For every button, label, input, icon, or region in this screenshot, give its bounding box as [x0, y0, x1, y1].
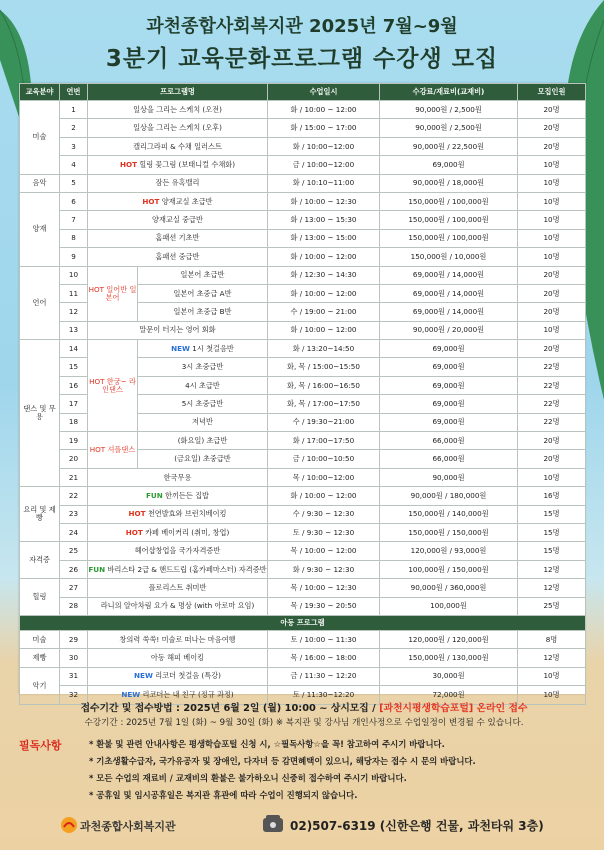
class-time: 토 / 9:30 ~ 12:30: [268, 523, 380, 541]
row-number: 7: [60, 211, 88, 229]
class-capacity: 20명: [518, 101, 586, 119]
program-title: 창의력 쑥쑥! 미술로 떠나는 마음여행: [119, 634, 236, 644]
class-fee: 150,000원 / 100,000원: [380, 229, 518, 247]
class-fee: 69,000원: [380, 395, 518, 413]
section-label: 아동 프로그램: [20, 615, 586, 630]
class-fee: 69,000원: [380, 413, 518, 431]
col-header-number: 연번: [60, 84, 88, 101]
class-fee: 100,000원: [380, 597, 518, 615]
row-number: 19: [60, 432, 88, 450]
program-name: [88, 579, 268, 597]
class-fee: 72,000원: [380, 686, 518, 704]
table-row: [20, 560, 586, 578]
program-title: 5시 초중급반: [181, 398, 224, 408]
registration-info: [19, 700, 589, 716]
table-row: [20, 630, 586, 648]
program-title: 1시 첫걸음반: [192, 343, 234, 353]
class-fee: 120,000원 / 120,000원: [380, 630, 518, 648]
class-time: 화 / 10:00 ~ 12:00: [268, 284, 380, 302]
table-row: [20, 468, 586, 486]
class-fee: 66,000원: [380, 450, 518, 468]
category-cell: 미술: [20, 630, 60, 648]
class-capacity: 8명: [518, 630, 586, 648]
table-row: [20, 579, 586, 597]
class-capacity: 10명: [518, 686, 586, 704]
row-number: 29: [60, 630, 88, 648]
class-fee: 90,000원 / 18,000원: [380, 174, 518, 192]
row-number: 18: [60, 413, 88, 431]
category-cell: 자격증: [20, 542, 60, 579]
program-badge: HOT: [142, 196, 160, 206]
program-badge: NEW: [134, 671, 153, 681]
row-number: 20: [60, 450, 88, 468]
table-row: [20, 192, 586, 210]
table-row: [20, 597, 586, 615]
program-name: [88, 137, 268, 155]
program-title: 잠든 유혹밸리: [155, 178, 200, 188]
class-capacity: 20명: [518, 303, 586, 321]
table-row: [20, 505, 586, 523]
row-number: 8: [60, 229, 88, 247]
class-capacity: 12명: [518, 560, 586, 578]
table-row: [20, 523, 586, 541]
class-time: 화, 목 / 15:00~15:50: [268, 358, 380, 376]
category-cell: 미술: [20, 101, 60, 175]
program-title: 일본어 초중급 B반: [173, 307, 232, 317]
program-badge: HOT: [128, 509, 146, 519]
row-number: 6: [60, 192, 88, 210]
program-name: [88, 505, 268, 523]
program-name: [138, 303, 268, 321]
class-capacity: 20명: [518, 432, 586, 450]
program-name: [88, 101, 268, 119]
class-fee: 69,000원: [380, 156, 518, 174]
row-number: 2: [60, 119, 88, 137]
class-capacity: 10명: [518, 229, 586, 247]
program-name: [138, 395, 268, 413]
category-cell: 음악: [20, 174, 60, 192]
row-number: 25: [60, 542, 88, 560]
program-name: [88, 542, 268, 560]
program-name: [138, 413, 268, 431]
program-name: [88, 487, 268, 505]
table-header-row: [20, 84, 586, 101]
program-name: [88, 597, 268, 615]
class-time: 화 / 10:10~11:00: [268, 174, 380, 192]
row-number: 10: [60, 266, 88, 284]
program-name: [138, 266, 268, 284]
subgroup-cell: HOT 일어반 일본어: [88, 266, 138, 321]
page-title-line1: 과천종합사회복지관 2025년 7월~9월: [146, 16, 458, 37]
table-row: [20, 174, 586, 192]
class-time: 화 / 10:00 ~ 12:30: [268, 192, 380, 210]
class-capacity: 10명: [518, 667, 586, 685]
program-name: [88, 248, 268, 266]
class-time: 목 / 10:00~12:00: [268, 468, 380, 486]
category-cell: 댄스 및 무용: [20, 340, 60, 487]
program-title: 3시 초중급반: [181, 362, 224, 372]
category-cell: 요리 및 제빵: [20, 487, 60, 542]
program-name: [138, 376, 268, 394]
program-table-sheet: [19, 83, 585, 699]
row-number: 3: [60, 137, 88, 155]
program-title: 한국무용: [163, 472, 192, 482]
class-time: 화 / 10:00~12:00: [268, 137, 380, 155]
table-row: [20, 101, 586, 119]
class-fee: 69,000원: [380, 340, 518, 358]
registration-method-highlight: [과천시평생학습포털] 온라인 접수: [379, 703, 528, 714]
program-title: 홈패션 중급반: [155, 251, 200, 261]
program-name: [88, 468, 268, 486]
row-number: 32: [60, 686, 88, 704]
class-fee: 90,000원 / 2,500원: [380, 101, 518, 119]
program-name: [138, 432, 268, 450]
row-number: 1: [60, 101, 88, 119]
table-row: [20, 649, 586, 667]
row-number: 13: [60, 321, 88, 339]
class-fee: 90,000원 / 22,500원: [380, 137, 518, 155]
class-fee: 150,000원 / 100,000원: [380, 211, 518, 229]
notice-title: 필독사항: [19, 739, 62, 752]
category-cell: 양재: [20, 192, 60, 266]
col-header-capacity: 모집인원: [518, 84, 586, 101]
program-name: [138, 450, 268, 468]
row-number: 26: [60, 560, 88, 578]
page-title-line2: 3분기 교육문화프로그램 수강생 모집: [105, 46, 499, 72]
program-badge: HOT: [119, 159, 137, 169]
program-name: [88, 523, 268, 541]
program-name: [88, 321, 268, 339]
program-badge: HOT: [125, 527, 143, 537]
row-number: 23: [60, 505, 88, 523]
row-number: 22: [60, 487, 88, 505]
class-capacity: 10명: [518, 174, 586, 192]
table-row: [20, 119, 586, 137]
class-fee: 69,000원: [380, 376, 518, 394]
program-title: 말문이 터지는 영어 회화: [139, 325, 216, 335]
program-name: [138, 340, 268, 358]
table-row: [20, 667, 586, 685]
program-name: [88, 119, 268, 137]
class-capacity: 10명: [518, 321, 586, 339]
class-capacity: 22명: [518, 358, 586, 376]
class-time: 화 / 9:30 ~ 12:30: [268, 560, 380, 578]
program-title: 리코더는 내 친구 (정규 과정): [142, 689, 234, 699]
class-time: 화 / 15:00 ~ 17:00: [268, 119, 380, 137]
program-title: 카페 베이커리 (취미, 창업): [145, 527, 230, 537]
class-capacity: 20명: [518, 450, 586, 468]
class-fee: 90,000원 / 180,000원: [380, 487, 518, 505]
class-capacity: 12명: [518, 649, 586, 667]
category-cell: 언어: [20, 266, 60, 340]
row-number: 11: [60, 284, 88, 302]
class-fee: 69,000원 / 14,000원: [380, 303, 518, 321]
class-time: 수 / 19:30~21:00: [268, 413, 380, 431]
class-time: 화 / 10:00 ~ 12:00: [268, 101, 380, 119]
class-time: 화 / 13:00 ~ 15:30: [268, 211, 380, 229]
subgroup-cell: HOT 한궁~ 라인댄스: [88, 340, 138, 432]
program-title: 힐링 꽃그림 (보태니컬 수채화): [139, 159, 236, 169]
contact-phone: 02)507-6319 (신한은행 건물, 과천타워 3층): [290, 819, 544, 833]
class-time: 수 / 19:00 ~ 21:00: [268, 303, 380, 321]
class-time: 금 / 10:00~10:50: [268, 450, 380, 468]
class-time: 화 / 13:20~14:50: [268, 340, 380, 358]
program-title: 일상을 그리는 스케치 (오전): [133, 104, 222, 114]
col-header-fee: 수강료/재료비(교재비): [380, 84, 518, 101]
row-number: 31: [60, 667, 88, 685]
class-capacity: 15명: [518, 542, 586, 560]
class-time: 화, 목 / 17:00~17:50: [268, 395, 380, 413]
row-number: 5: [60, 174, 88, 192]
program-title: 일상을 그리는 스케치 (오후): [133, 123, 222, 133]
row-number: 27: [60, 579, 88, 597]
row-number: 4: [60, 156, 88, 174]
program-title: 아동 해피 베이킹: [150, 653, 205, 663]
program-name: [138, 284, 268, 302]
table-row: [20, 137, 586, 155]
class-time: 목 / 10:00 ~ 12:30: [268, 579, 380, 597]
row-number: 28: [60, 597, 88, 615]
row-number: 24: [60, 523, 88, 541]
table-row: [20, 340, 586, 358]
program-title: 바리스타 2급 & 핸드드립 (홈카페마스터) 자격증반: [107, 564, 267, 574]
class-fee: 69,000원 / 14,000원: [380, 284, 518, 302]
table-row: [20, 211, 586, 229]
class-capacity: 22명: [518, 376, 586, 394]
table-row: [20, 432, 586, 450]
table-row: [20, 248, 586, 266]
notice-item: * 환불 및 관련 안내사항은 평생학습포털 신청 시, ☆필독사항☆을 꼭! 참고하여 주시기 바랍니다.: [89, 739, 445, 749]
program-name: [88, 560, 268, 578]
table-row: [20, 321, 586, 339]
program-title: 천연발효와 브런치베이킹: [147, 509, 227, 519]
class-fee: 150,000원 / 10,000원: [380, 248, 518, 266]
table-row: [20, 156, 586, 174]
class-fee: 69,000원: [380, 358, 518, 376]
row-number: 15: [60, 358, 88, 376]
section-separator-row: [20, 615, 586, 630]
class-fee: 120,000원 / 93,000원: [380, 542, 518, 560]
category-cell: 힐링: [20, 579, 60, 616]
col-header-program: 프로그램명: [88, 84, 268, 101]
program-title: 일본어 초급반: [180, 270, 225, 280]
table-row: [20, 229, 586, 247]
program-title: 양재교실 중급반: [152, 215, 203, 225]
table-row: [20, 487, 586, 505]
col-header-category: 교육분야: [20, 84, 60, 101]
program-name: [88, 667, 268, 685]
class-period: 수강기간 : 2025년 7월 1일 (화) ~ 9월 30일 (화) ※ 복지관 및 강사님 개인사정으로 수업일정이 변경될 수 있습니다.: [84, 718, 524, 728]
class-fee: 150,000원 / 130,000원: [380, 649, 518, 667]
program-name: [88, 229, 268, 247]
notice-item: * 모든 수업의 재료비 / 교재비의 환불은 불가하오니 신중히 접수하여 주시기 바랍니다.: [89, 773, 407, 783]
class-fee: 90,000원: [380, 468, 518, 486]
program-name: [88, 156, 268, 174]
program-badge: NEW: [171, 343, 190, 353]
footer: [0, 808, 604, 850]
program-title: 라니의 알아차림 요가 & 명상 (with 아로마 요임): [100, 601, 255, 611]
class-time: 금 / 11:30 ~ 12:20: [268, 667, 380, 685]
class-time: 화 / 10:00 ~ 12:00: [268, 248, 380, 266]
program-title: 일본어 초중급 A반: [173, 288, 232, 298]
notice-item: * 공휴일 및 임시공휴일은 복지관 휴관에 따라 수업이 진행되지 않습니다.: [89, 790, 358, 800]
class-time: 토 / 10:00 ~ 11:30: [268, 630, 380, 648]
row-number: 9: [60, 248, 88, 266]
class-capacity: 15명: [518, 523, 586, 541]
row-number: 16: [60, 376, 88, 394]
class-time: 화, 목 / 16:00~16:50: [268, 376, 380, 394]
class-capacity: 20명: [518, 137, 586, 155]
program-title: 한끼든든 집밥: [165, 490, 209, 500]
class-capacity: 16명: [518, 487, 586, 505]
class-time: 화 / 10:00 ~ 12:00: [268, 487, 380, 505]
row-number: 21: [60, 468, 88, 486]
program-title: 양재교실 초급반: [161, 196, 213, 206]
program-title: (금요일) 초중급반: [174, 454, 231, 464]
class-fee: 150,000원 / 100,000원: [380, 192, 518, 210]
class-fee: 90,000원 / 360,000원: [380, 579, 518, 597]
program-title: 리코더 첫걸음 (특강): [155, 671, 221, 681]
phone-icon: [262, 814, 284, 834]
program-table: [19, 83, 586, 705]
program-badge: NEW: [121, 689, 141, 699]
program-name: [88, 174, 268, 192]
class-capacity: 20명: [518, 340, 586, 358]
class-time: 화 / 17:00~17:50: [268, 432, 380, 450]
program-title: 캘리그라피 & 수채 일러스트: [133, 141, 222, 151]
program-title: 4시 초급반: [185, 380, 220, 390]
info-section: [19, 700, 589, 800]
org-name: 과천종합사회복지관: [80, 820, 176, 833]
class-capacity: 22명: [518, 395, 586, 413]
program-title: (화요일) 초급반: [177, 435, 228, 445]
program-title: 저녁반: [192, 417, 213, 427]
category-cell: 악기: [20, 667, 60, 704]
row-number: 17: [60, 395, 88, 413]
class-capacity: 20명: [518, 284, 586, 302]
class-fee: 66,000원: [380, 432, 518, 450]
class-fee: 30,000원: [380, 667, 518, 685]
program-title: 홈패션 기초반: [155, 233, 200, 243]
class-time: 목 / 19:30 ~ 20:50: [268, 597, 380, 615]
class-capacity: 10명: [518, 156, 586, 174]
class-capacity: 15명: [518, 505, 586, 523]
class-capacity: 25명: [518, 597, 586, 615]
col-header-time: 수업일시: [268, 84, 380, 101]
class-capacity: 10명: [518, 468, 586, 486]
class-time: 금 / 10:00~12:00: [268, 156, 380, 174]
program-title: 플로리스트 취미반: [148, 582, 207, 592]
row-number: 12: [60, 303, 88, 321]
class-time: 목 / 16:00 ~ 18:00: [268, 649, 380, 667]
registration-period: 접수기간 및 접수방법 : 2025년 6월 2일 (월) 10:00 ~ 상시모집 /: [80, 703, 380, 714]
program-badge: FUN: [88, 564, 106, 574]
table-row: [20, 542, 586, 560]
row-number: 14: [60, 340, 88, 358]
class-fee: 69,000원 / 14,000원: [380, 266, 518, 284]
org-logo-icon: [60, 816, 78, 834]
class-fee: 150,000원 / 150,000원: [380, 523, 518, 541]
class-capacity: 12명: [518, 579, 586, 597]
class-time: 화 / 12:30 ~ 14:30: [268, 266, 380, 284]
class-time: 수 / 9:30 ~ 12:30: [268, 505, 380, 523]
notice-item: * 기초생활수급자, 국가유공자 및 장애인, 다자녀 등 감면혜택이 있으니, 해당자는 접수 시 문의 바랍니다.: [89, 756, 476, 766]
program-name: [88, 192, 268, 210]
program-title: 헤어샵창업을 국가자격증반: [134, 546, 221, 556]
class-capacity: 10명: [518, 211, 586, 229]
class-capacity: 22명: [518, 413, 586, 431]
table-row: [20, 266, 586, 284]
class-fee: 150,000원 / 140,000원: [380, 505, 518, 523]
class-fee: 90,000원 / 20,000원: [380, 321, 518, 339]
program-name: [88, 211, 268, 229]
program-badge: FUN: [145, 490, 163, 500]
class-time: 화 / 10:00 ~ 12:00: [268, 321, 380, 339]
class-time: 화 / 13:00 ~ 15:00: [268, 229, 380, 247]
row-number: 30: [60, 649, 88, 667]
category-cell: 제빵: [20, 649, 60, 667]
program-name: [138, 358, 268, 376]
class-capacity: 20명: [518, 119, 586, 137]
class-time: 목 / 10:00 ~ 12:00: [268, 542, 380, 560]
program-name: [88, 630, 268, 648]
class-fee: 90,000원 / 2,500원: [380, 119, 518, 137]
class-capacity: 20명: [518, 266, 586, 284]
program-name: [88, 649, 268, 667]
class-fee: 100,000원 / 150,000원: [380, 560, 518, 578]
subgroup-cell: HOT 셔플댄스: [88, 432, 138, 469]
class-capacity: 10명: [518, 248, 586, 266]
class-time: 토 / 11:30~12:20: [268, 686, 380, 704]
class-capacity: 10명: [518, 192, 586, 210]
